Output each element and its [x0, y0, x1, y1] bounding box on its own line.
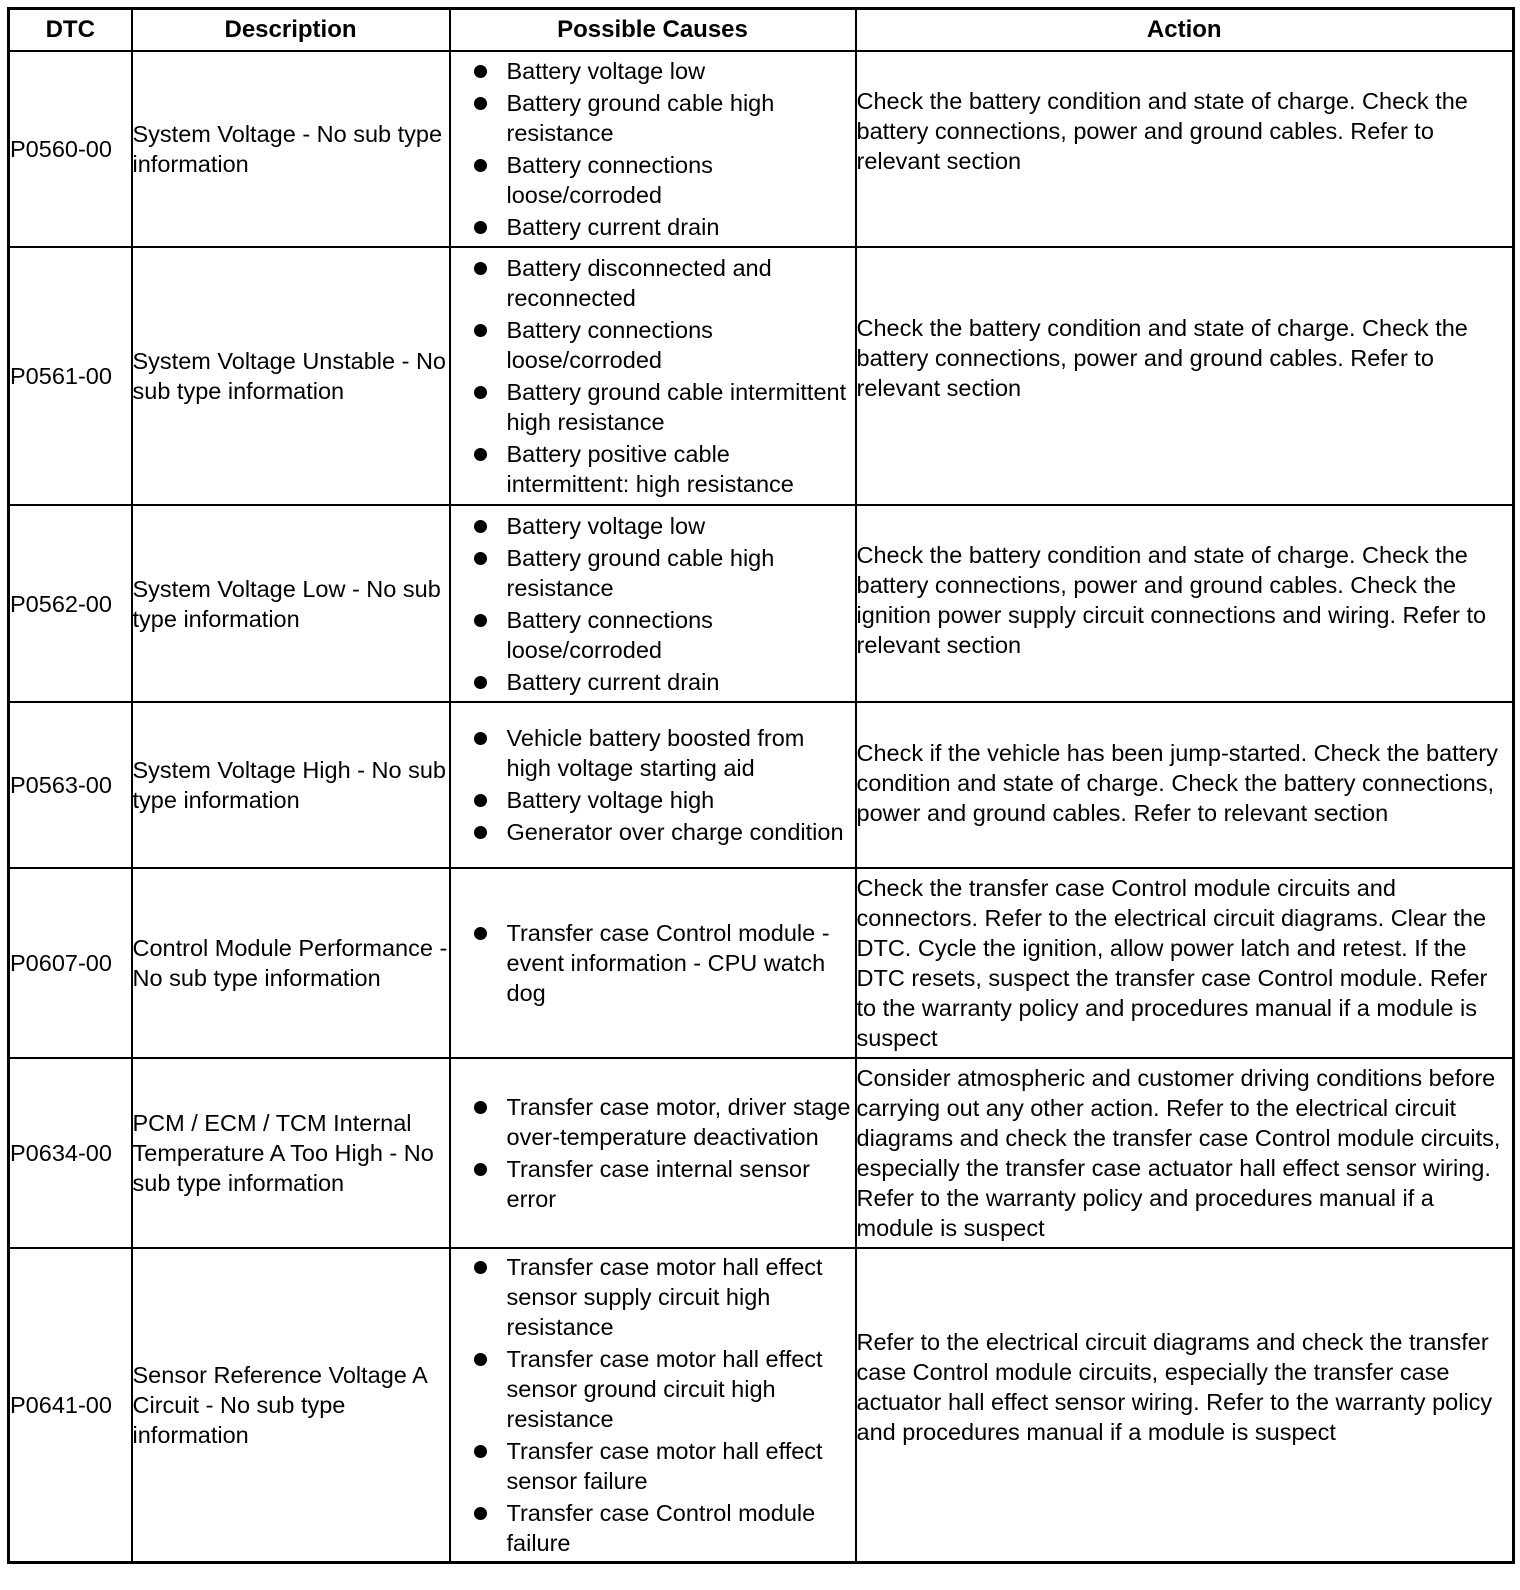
dtc-description: PCM / ECM / TCM Internal Temperature A Too High - No sub type information — [132, 1058, 450, 1248]
cause-text: Battery connections loose/corroded — [506, 317, 713, 373]
cause-item — [451, 212, 855, 242]
possible-causes — [450, 51, 856, 247]
table-row — [9, 1248, 1514, 1562]
bullet-icon — [474, 97, 487, 110]
dtc-description: System Voltage Unstable - No sub type information — [132, 247, 450, 505]
table-row — [9, 868, 1514, 1058]
cause-text: Transfer case internal sensor error — [506, 1156, 810, 1212]
table-row — [9, 247, 1514, 505]
possible-causes — [450, 1058, 856, 1248]
cause-item — [451, 785, 855, 815]
table-row — [9, 702, 1514, 868]
bullet-icon — [474, 1261, 487, 1274]
dtc-code: P0563-00 — [9, 702, 132, 868]
cause-item — [451, 1436, 855, 1496]
cause-item — [451, 511, 855, 541]
dtc-action — [856, 51, 1514, 247]
action-text: Refer to the electrical circuit diagrams and check the transfer case Control module circuits, especially the transfer case actuator hall effect sensor wiring. Refer to the warranty policy and procedures manual if a module is suspect — [856, 1328, 1493, 1445]
dtc-description: System Voltage High - No sub type information — [132, 702, 450, 868]
bullet-icon — [474, 552, 487, 565]
dtc-description: Control Module Performance - No sub type information — [132, 868, 450, 1058]
cause-text: Generator over charge condition — [506, 819, 844, 845]
cause-item — [451, 723, 855, 783]
dtc-description: Sensor Reference Voltage A Circuit - No sub type information — [132, 1248, 450, 1562]
cause-text: Transfer case motor hall effect sensor ground circuit high resistance — [506, 1345, 823, 1432]
cause-text: Battery connections loose/corroded — [506, 606, 713, 663]
cause-text: Battery current drain — [506, 668, 720, 695]
action-text: Check the battery condition and state of charge. Check the battery connections, power and ground cables. Check the ignition power supply circuit connections and wiring. Refer to relevant section — [856, 541, 1487, 658]
cause-item — [451, 88, 855, 148]
cause-item — [451, 253, 855, 313]
bullet-icon — [474, 826, 487, 839]
bullet-icon — [474, 221, 487, 234]
action-text: Check the battery condition and state of charge. Check the battery connections, power and ground cables. Refer to relevant section — [856, 315, 1468, 401]
header-dtc: DTC — [9, 9, 132, 52]
cause-text: Transfer case motor hall effect sensor supply circuit high resistance — [506, 1253, 823, 1340]
dtc-description: System Voltage - No sub type information — [132, 51, 450, 247]
table-row — [9, 51, 1514, 247]
cause-item — [451, 377, 855, 437]
cause-text: Battery voltage low — [506, 512, 706, 539]
dtc-code: P0560-00 — [9, 51, 132, 247]
cause-item — [451, 315, 855, 375]
header-description: Description — [132, 9, 450, 52]
action-text: Check the battery condition and state of charge. Check the battery connections, power and ground cables. Refer to relevant section — [856, 88, 1468, 174]
bullet-icon — [474, 1445, 487, 1458]
table-row — [9, 1058, 1514, 1248]
cause-text: Battery voltage high — [506, 787, 715, 813]
bullet-icon — [474, 1101, 487, 1114]
bullet-icon — [474, 1507, 487, 1520]
cause-item — [451, 817, 855, 847]
cause-item — [451, 56, 855, 86]
header-action: Action — [856, 9, 1514, 52]
cause-text: Vehicle battery boosted from high voltage starting aid — [506, 725, 805, 781]
dtc-code: P0561-00 — [9, 247, 132, 505]
dtc-action — [856, 702, 1514, 868]
action-text: Check the transfer case Control module circuits and connectors. Refer to the electrical circuit diagrams. Clear the DTC. Cycle the ignition, allow power latch and retest. If the DTC resets, suspect the transfer case Control module. Refer to the warranty policy and procedures manual if a module is suspect — [856, 875, 1488, 1051]
cause-item — [451, 1252, 855, 1342]
cause-item — [451, 439, 855, 499]
cause-text: Battery current drain — [506, 214, 720, 240]
table-row — [9, 505, 1514, 702]
cause-text: Battery connections loose/corroded — [506, 152, 713, 208]
dtc-code: P0641-00 — [9, 1248, 132, 1562]
action-text: Consider atmospheric and customer driving conditions before carrying out any other action. Refer to the electrical circuit diagrams and check the transfer case Control module circuits, especially the transfer case actuator hall effect sensor wiring. Refer to the warranty policy and procedures manual if a module is suspect — [856, 1065, 1501, 1241]
dtc-action — [856, 505, 1514, 702]
cause-text: Battery voltage low — [506, 58, 706, 84]
cause-text: Battery disconnected and reconnected — [506, 255, 772, 311]
bullet-icon — [474, 732, 487, 745]
cause-item — [451, 150, 855, 210]
cause-text: Transfer case motor hall effect sensor failure — [506, 1437, 823, 1494]
bullet-icon — [474, 448, 487, 461]
bullet-icon — [474, 614, 487, 627]
cause-text: Transfer case Control module failure — [506, 1499, 816, 1556]
cause-item — [451, 1344, 855, 1434]
dtc-table — [7, 7, 1515, 1564]
bullet-icon — [474, 386, 487, 399]
bullet-icon — [474, 324, 487, 337]
dtc-code: P0562-00 — [9, 505, 132, 702]
bullet-icon — [474, 65, 487, 78]
bullet-icon — [474, 676, 487, 689]
action-text: Check if the vehicle has been jump-started. Check the battery condition and state of charge. Check the battery connections, power and ground cables. Refer to relevant section — [856, 740, 1498, 826]
bullet-icon — [474, 1163, 487, 1176]
cause-text: Battery positive cable intermittent: high resistance — [506, 441, 794, 497]
possible-causes — [450, 702, 856, 868]
bullet-icon — [474, 520, 487, 533]
bullet-icon — [474, 794, 487, 807]
possible-causes — [450, 505, 856, 702]
cause-item — [451, 543, 855, 603]
dtc-action — [856, 1058, 1514, 1248]
cause-text: Battery ground cable intermittent high resistance — [506, 379, 847, 435]
bullet-icon — [474, 927, 487, 940]
header-row — [9, 9, 1514, 52]
possible-causes — [450, 868, 856, 1058]
dtc-action — [856, 1248, 1514, 1562]
dtc-action — [856, 868, 1514, 1058]
dtc-action — [856, 247, 1514, 505]
cause-text: Battery ground cable high resistance — [506, 90, 775, 146]
cause-text: Transfer case motor, driver stage over-temperature deactivation — [506, 1094, 851, 1150]
dtc-code: P0634-00 — [9, 1058, 132, 1248]
bullet-icon — [474, 262, 487, 275]
cause-item — [451, 918, 855, 1008]
cause-item — [451, 605, 855, 665]
possible-causes — [450, 1248, 856, 1562]
dtc-description: System Voltage Low - No sub type information — [132, 505, 450, 702]
cause-item — [451, 667, 855, 697]
dtc-code: P0607-00 — [9, 868, 132, 1058]
possible-causes — [450, 247, 856, 505]
bullet-icon — [474, 159, 487, 172]
cause-item — [451, 1092, 855, 1152]
cause-item — [451, 1498, 855, 1558]
cause-text: Battery ground cable high resistance — [506, 544, 775, 601]
cause-item — [451, 1154, 855, 1214]
bullet-icon — [474, 1353, 487, 1366]
header-possible-causes: Possible Causes — [450, 9, 856, 52]
cause-text: Transfer case Control module - event information - CPU watch dog — [506, 920, 830, 1006]
